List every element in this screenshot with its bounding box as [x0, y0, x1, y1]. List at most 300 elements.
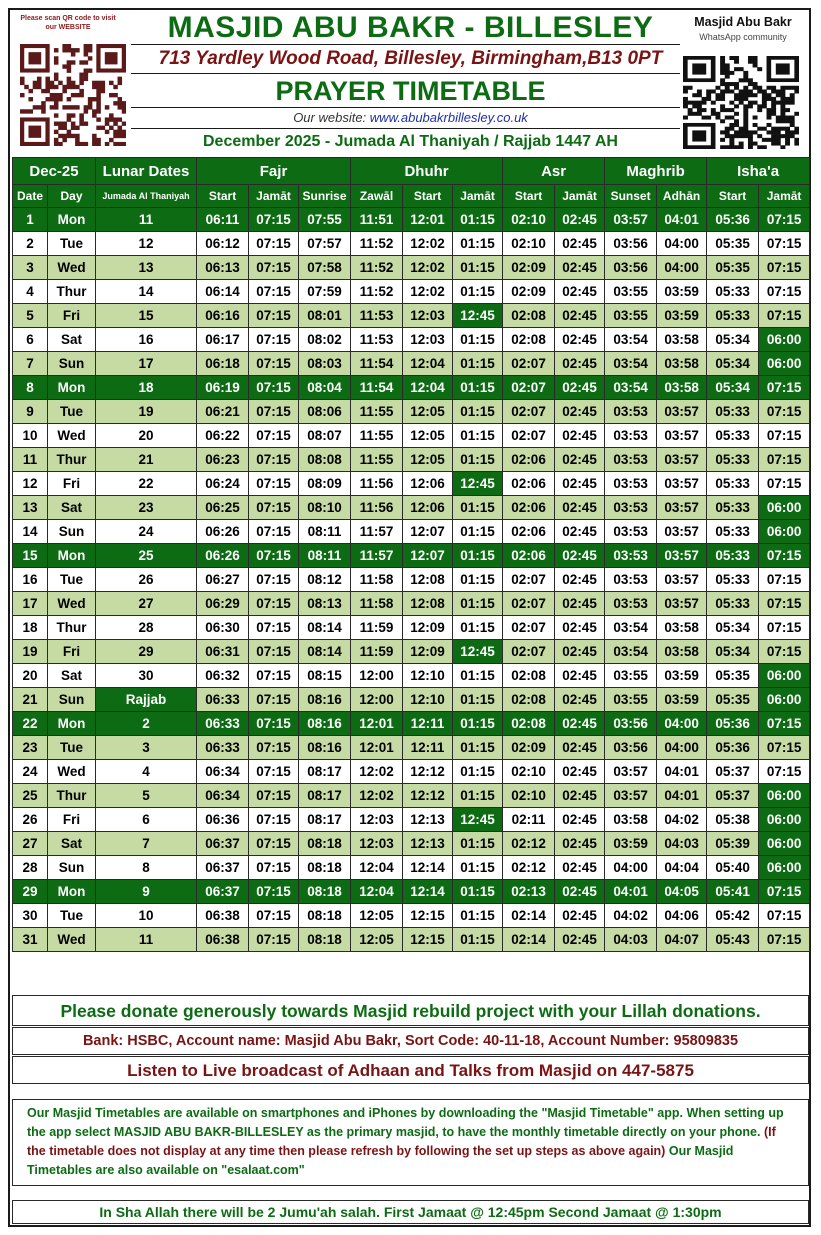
cell-day: Thur	[48, 784, 96, 808]
cell-fajr-jamat: 07:15	[249, 472, 299, 496]
cell-lunar-month: 23	[96, 496, 197, 520]
subheader-maghrib-adhan: Adhān	[657, 185, 707, 208]
website-line	[135, 110, 686, 125]
cell-date: 2	[13, 232, 48, 256]
cell-lunar-month: 27	[96, 592, 197, 616]
cell-lunar-month: 11	[96, 208, 197, 232]
cell-asr-jamat: 02:45	[555, 400, 605, 424]
cell-asr-start: 02:08	[503, 304, 555, 328]
cell-sunset: 03:56	[605, 712, 657, 736]
cell-zawal: 11:55	[351, 424, 403, 448]
app-info-text: Our Masjid Timetables are available on smartphones and iPhones by downloading the "Masjid Timetable" app. When setting up the app select MASJID ABU BAKR-BILLESLEY as the primary masjid, to have the monthly timetable directly on your phone.	[27, 1106, 784, 1139]
cell-zawal: 11:58	[351, 568, 403, 592]
cell-fajr-start: 06:37	[197, 856, 249, 880]
cell-lunar-month: 14	[96, 280, 197, 304]
cell-lunar-month: 29	[96, 640, 197, 664]
table-row	[13, 520, 810, 544]
cell-date: 13	[13, 496, 48, 520]
cell-day: Thur	[48, 280, 96, 304]
table-row	[13, 328, 810, 352]
cell-ishaa-start: 05:33	[707, 520, 759, 544]
cell-day: Wed	[48, 424, 96, 448]
cell-fajr-jamat: 07:15	[249, 520, 299, 544]
header-month: Dec-25	[13, 158, 96, 185]
cell-day: Sun	[48, 352, 96, 376]
cell-maghrib-adhan: 03:59	[657, 688, 707, 712]
cell-day: Sat	[48, 664, 96, 688]
cell-sunrise: 08:13	[299, 592, 351, 616]
cell-zawal: 12:00	[351, 664, 403, 688]
table-row	[13, 232, 810, 256]
cell-fajr-jamat: 07:15	[249, 616, 299, 640]
cell-date: 8	[13, 376, 48, 400]
cell-ishaa-jamat: 07:15	[759, 424, 810, 448]
cell-sunset: 03:53	[605, 496, 657, 520]
cell-ishaa-start: 05:36	[707, 208, 759, 232]
cell-ishaa-jamat: 06:00	[759, 520, 810, 544]
cell-date: 15	[13, 544, 48, 568]
cell-day: Tue	[48, 568, 96, 592]
cell-asr-jamat: 02:45	[555, 928, 605, 952]
cell-day: Sat	[48, 496, 96, 520]
whatsapp-subtitle: WhatsApp community	[699, 32, 787, 42]
cell-zawal: 11:57	[351, 520, 403, 544]
cell-sunset: 03:53	[605, 520, 657, 544]
cell-ishaa-start: 05:33	[707, 496, 759, 520]
cell-fajr-start: 06:19	[197, 376, 249, 400]
cell-ishaa-jamat: 07:15	[759, 736, 810, 760]
cell-date: 27	[13, 832, 48, 856]
cell-zawal: 11:55	[351, 448, 403, 472]
cell-dhuhr-start: 12:08	[403, 592, 453, 616]
cell-ishaa-start: 05:43	[707, 928, 759, 952]
cell-zawal: 11:54	[351, 352, 403, 376]
cell-fajr-start: 06:32	[197, 664, 249, 688]
cell-maghrib-adhan: 03:58	[657, 352, 707, 376]
cell-asr-jamat: 02:45	[555, 520, 605, 544]
table-row	[13, 664, 810, 688]
table-row	[13, 832, 810, 856]
cell-day: Sat	[48, 832, 96, 856]
cell-sunset: 03:54	[605, 328, 657, 352]
table-row	[13, 928, 810, 952]
cell-date: 16	[13, 568, 48, 592]
cell-day: Mon	[48, 208, 96, 232]
cell-sunset: 04:01	[605, 880, 657, 904]
cell-day: Tue	[48, 904, 96, 928]
cell-lunar-month: 5	[96, 784, 197, 808]
cell-date: 19	[13, 640, 48, 664]
cell-day: Wed	[48, 592, 96, 616]
subheader-sunrise: Sunrise	[299, 185, 351, 208]
cell-sunrise: 08:06	[299, 400, 351, 424]
cell-asr-start: 02:07	[503, 400, 555, 424]
cell-zawal: 12:02	[351, 760, 403, 784]
cell-ishaa-jamat: 06:00	[759, 496, 810, 520]
cell-ishaa-jamat: 07:15	[759, 256, 810, 280]
cell-ishaa-start: 05:40	[707, 856, 759, 880]
cell-date: 10	[13, 424, 48, 448]
cell-sunset: 04:00	[605, 856, 657, 880]
cell-fajr-jamat: 07:15	[249, 328, 299, 352]
cell-asr-jamat: 02:45	[555, 424, 605, 448]
cell-asr-start: 02:06	[503, 520, 555, 544]
cell-ishaa-start: 05:35	[707, 232, 759, 256]
cell-date: 17	[13, 592, 48, 616]
cell-date: 3	[13, 256, 48, 280]
cell-ishaa-start: 05:35	[707, 664, 759, 688]
cell-ishaa-start: 05:33	[707, 304, 759, 328]
cell-asr-start: 02:06	[503, 448, 555, 472]
cell-asr-jamat: 02:45	[555, 280, 605, 304]
cell-asr-start: 02:07	[503, 592, 555, 616]
cell-ishaa-jamat: 07:15	[759, 376, 810, 400]
cell-zawal: 12:03	[351, 832, 403, 856]
cell-ishaa-start: 05:36	[707, 712, 759, 736]
bank-details: Bank: HSBC, Account name: Masjid Abu Bakr, Sort Code: 40-11-18, Account Number: 95809835	[12, 1027, 809, 1055]
cell-asr-start: 02:12	[503, 856, 555, 880]
cell-asr-start: 02:10	[503, 784, 555, 808]
cell-maghrib-adhan: 04:01	[657, 208, 707, 232]
cell-date: 24	[13, 760, 48, 784]
cell-asr-jamat: 02:45	[555, 208, 605, 232]
table-row	[13, 496, 810, 520]
cell-day: Mon	[48, 712, 96, 736]
masjid-address: 713 Yardley Wood Road, Billesley, Birmingham,B13 0PT	[158, 48, 663, 69]
cell-fajr-jamat: 07:15	[249, 352, 299, 376]
cell-fajr-jamat: 07:15	[249, 688, 299, 712]
cell-maghrib-adhan: 04:06	[657, 904, 707, 928]
cell-fajr-jamat: 07:15	[249, 424, 299, 448]
cell-asr-jamat: 02:45	[555, 232, 605, 256]
cell-fajr-start: 06:33	[197, 736, 249, 760]
cell-dhuhr-jamat: 12:45	[453, 640, 503, 664]
cell-ishaa-start: 05:34	[707, 328, 759, 352]
cell-asr-start: 02:08	[503, 712, 555, 736]
cell-ishaa-start: 05:35	[707, 688, 759, 712]
table-row	[13, 472, 810, 496]
whatsapp-title: Masjid Abu Bakr	[694, 15, 792, 29]
cell-ishaa-jamat: 07:15	[759, 280, 810, 304]
table-row	[13, 880, 810, 904]
cell-ishaa-start: 05:37	[707, 760, 759, 784]
cell-lunar-month: 22	[96, 472, 197, 496]
cell-fajr-jamat: 07:15	[249, 664, 299, 688]
cell-lunar-month: 18	[96, 376, 197, 400]
cell-lunar-month: 15	[96, 304, 197, 328]
cell-dhuhr-start: 12:08	[403, 568, 453, 592]
cell-sunrise: 08:15	[299, 664, 351, 688]
table-row	[13, 616, 810, 640]
cell-ishaa-jamat: 07:15	[759, 232, 810, 256]
cell-dhuhr-start: 12:13	[403, 808, 453, 832]
cell-fajr-start: 06:37	[197, 832, 249, 856]
cell-dhuhr-start: 12:06	[403, 496, 453, 520]
cell-sunset: 03:57	[605, 760, 657, 784]
cell-fajr-start: 06:11	[197, 208, 249, 232]
cell-sunrise: 08:17	[299, 808, 351, 832]
cell-zawal: 12:01	[351, 736, 403, 760]
cell-sunrise: 08:17	[299, 760, 351, 784]
cell-lunar-month: 11	[96, 928, 197, 952]
cell-fajr-jamat: 07:15	[249, 568, 299, 592]
cell-sunset: 03:55	[605, 688, 657, 712]
cell-zawal: 11:55	[351, 400, 403, 424]
cell-asr-start: 02:09	[503, 736, 555, 760]
cell-dhuhr-start: 12:04	[403, 352, 453, 376]
cell-maghrib-adhan: 03:59	[657, 304, 707, 328]
cell-fajr-start: 06:17	[197, 328, 249, 352]
cell-asr-jamat: 02:45	[555, 688, 605, 712]
subheader-ishaa-start: Start	[707, 185, 759, 208]
cell-maghrib-adhan: 04:04	[657, 856, 707, 880]
cell-maghrib-adhan: 03:57	[657, 592, 707, 616]
cell-ishaa-start: 05:33	[707, 592, 759, 616]
cell-maghrib-adhan: 04:00	[657, 232, 707, 256]
table-row	[13, 352, 810, 376]
cell-fajr-start: 06:21	[197, 400, 249, 424]
cell-fajr-jamat: 07:15	[249, 832, 299, 856]
cell-day: Sun	[48, 856, 96, 880]
header-ishaa: Isha'a	[707, 158, 810, 185]
cell-date: 18	[13, 616, 48, 640]
qr-note: Please scan QR code to visit our WEBSITE	[20, 15, 116, 31]
cell-fajr-jamat: 07:15	[249, 856, 299, 880]
cell-asr-start: 02:07	[503, 376, 555, 400]
table-row	[13, 448, 810, 472]
cell-ishaa-start: 05:36	[707, 736, 759, 760]
cell-dhuhr-start: 12:10	[403, 688, 453, 712]
cell-fajr-jamat: 07:15	[249, 712, 299, 736]
cell-dhuhr-jamat: 01:15	[453, 688, 503, 712]
cell-fajr-start: 06:29	[197, 592, 249, 616]
cell-date: 5	[13, 304, 48, 328]
cell-sunset: 03:59	[605, 832, 657, 856]
cell-sunrise: 08:02	[299, 328, 351, 352]
cell-lunar-month: 2	[96, 712, 197, 736]
cell-asr-start: 02:10	[503, 208, 555, 232]
cell-lunar-month: 30	[96, 664, 197, 688]
cell-fajr-start: 06:33	[197, 688, 249, 712]
cell-fajr-start: 06:22	[197, 424, 249, 448]
cell-asr-start: 02:06	[503, 544, 555, 568]
cell-ishaa-start: 05:33	[707, 424, 759, 448]
cell-dhuhr-start: 12:03	[403, 304, 453, 328]
header-divider	[131, 128, 680, 129]
cell-maghrib-adhan: 04:00	[657, 256, 707, 280]
cell-dhuhr-start: 12:03	[403, 328, 453, 352]
cell-day: Wed	[48, 256, 96, 280]
cell-fajr-start: 06:34	[197, 784, 249, 808]
cell-asr-start: 02:08	[503, 688, 555, 712]
cell-dhuhr-start: 12:11	[403, 736, 453, 760]
cell-sunrise: 08:08	[299, 448, 351, 472]
cell-asr-start: 02:07	[503, 616, 555, 640]
cell-ishaa-jamat: 07:15	[759, 448, 810, 472]
cell-dhuhr-start: 12:11	[403, 712, 453, 736]
table-row	[13, 400, 810, 424]
cell-asr-start: 02:08	[503, 328, 555, 352]
cell-dhuhr-jamat: 01:15	[453, 712, 503, 736]
cell-sunset: 03:58	[605, 808, 657, 832]
cell-maghrib-adhan: 04:01	[657, 784, 707, 808]
cell-date: 23	[13, 736, 48, 760]
cell-fajr-start: 06:26	[197, 544, 249, 568]
cell-dhuhr-jamat: 01:15	[453, 856, 503, 880]
cell-fajr-jamat: 07:15	[249, 544, 299, 568]
cell-fajr-start: 06:18	[197, 352, 249, 376]
cell-dhuhr-jamat: 01:15	[453, 760, 503, 784]
header-fajr: Fajr	[197, 158, 351, 185]
cell-zawal: 11:59	[351, 640, 403, 664]
cell-sunrise: 07:58	[299, 256, 351, 280]
cell-sunrise: 08:12	[299, 568, 351, 592]
timetable-title: PRAYER TIMETABLE	[275, 76, 546, 106]
cell-ishaa-start: 05:33	[707, 400, 759, 424]
cell-maghrib-adhan: 03:58	[657, 328, 707, 352]
cell-fajr-jamat: 07:15	[249, 640, 299, 664]
cell-maghrib-adhan: 03:57	[657, 544, 707, 568]
cell-asr-start: 02:09	[503, 256, 555, 280]
cell-dhuhr-jamat: 01:15	[453, 664, 503, 688]
cell-ishaa-jamat: 07:15	[759, 880, 810, 904]
cell-asr-jamat: 02:45	[555, 712, 605, 736]
masjid-title: MASJID ABU BAKR - BILLESLEY	[167, 11, 654, 44]
cell-ishaa-start: 05:33	[707, 568, 759, 592]
cell-lunar-month: 3	[96, 736, 197, 760]
cell-asr-start: 02:11	[503, 808, 555, 832]
cell-ishaa-start: 05:41	[707, 880, 759, 904]
cell-asr-jamat: 02:45	[555, 376, 605, 400]
cell-sunset: 03:53	[605, 424, 657, 448]
cell-day: Tue	[48, 736, 96, 760]
cell-dhuhr-jamat: 01:15	[453, 400, 503, 424]
cell-maghrib-adhan: 04:00	[657, 712, 707, 736]
cell-fajr-start: 06:30	[197, 616, 249, 640]
cell-maghrib-adhan: 03:58	[657, 616, 707, 640]
cell-dhuhr-start: 12:14	[403, 856, 453, 880]
cell-dhuhr-jamat: 01:15	[453, 208, 503, 232]
cell-lunar-month: 8	[96, 856, 197, 880]
cell-fajr-start: 06:27	[197, 568, 249, 592]
cell-sunset: 03:54	[605, 376, 657, 400]
cell-zawal: 12:04	[351, 880, 403, 904]
cell-day: Fri	[48, 640, 96, 664]
subheader-asr-start: Start	[503, 185, 555, 208]
cell-asr-jamat: 02:45	[555, 784, 605, 808]
cell-ishaa-jamat: 07:15	[759, 640, 810, 664]
cell-sunrise: 08:10	[299, 496, 351, 520]
cell-lunar-month: 20	[96, 424, 197, 448]
cell-asr-jamat: 02:45	[555, 448, 605, 472]
cell-asr-start: 02:09	[503, 280, 555, 304]
cell-ishaa-jamat: 06:00	[759, 352, 810, 376]
cell-zawal: 12:02	[351, 784, 403, 808]
cell-fajr-jamat: 07:15	[249, 376, 299, 400]
cell-sunrise: 08:07	[299, 424, 351, 448]
app-info-end: Our Masjid Timetables are also available on "esalaat.com"	[27, 1144, 734, 1177]
cell-dhuhr-start: 12:10	[403, 664, 453, 688]
cell-date: 12	[13, 472, 48, 496]
cell-fajr-start: 06:13	[197, 256, 249, 280]
cell-maghrib-adhan: 03:57	[657, 448, 707, 472]
cell-date: 20	[13, 664, 48, 688]
cell-dhuhr-start: 12:06	[403, 472, 453, 496]
cell-zawal: 11:56	[351, 496, 403, 520]
cell-fajr-jamat: 07:15	[249, 448, 299, 472]
cell-lunar-month: 13	[96, 256, 197, 280]
cell-fajr-start: 06:12	[197, 232, 249, 256]
cell-zawal: 12:01	[351, 712, 403, 736]
cell-lunar-month: 6	[96, 808, 197, 832]
cell-ishaa-jamat: 07:15	[759, 568, 810, 592]
cell-day: Fri	[48, 472, 96, 496]
cell-sunset: 03:55	[605, 664, 657, 688]
website-qr-code[interactable]	[20, 44, 126, 146]
table-row	[13, 808, 810, 832]
cell-date: 11	[13, 448, 48, 472]
subheader-lunar-month: Jumada Al Thaniyah	[96, 185, 197, 208]
cell-sunset: 04:03	[605, 928, 657, 952]
cell-sunrise: 08:01	[299, 304, 351, 328]
cell-ishaa-jamat: 07:15	[759, 712, 810, 736]
cell-sunrise: 08:18	[299, 928, 351, 952]
cell-day: Sun	[48, 688, 96, 712]
website-label: Our website:	[293, 110, 367, 125]
cell-sunset: 03:53	[605, 400, 657, 424]
cell-date: 25	[13, 784, 48, 808]
cell-fajr-start: 06:23	[197, 448, 249, 472]
subheader-ishaa-jamat: Jamāt	[759, 185, 810, 208]
cell-fajr-start: 06:38	[197, 928, 249, 952]
cell-sunset: 03:53	[605, 544, 657, 568]
website-link[interactable]: www.abubakrbillesley.co.uk	[369, 110, 528, 125]
cell-fajr-jamat: 07:15	[249, 880, 299, 904]
table-row	[13, 592, 810, 616]
cell-sunrise: 07:55	[299, 208, 351, 232]
cell-day: Sat	[48, 328, 96, 352]
cell-day: Mon	[48, 376, 96, 400]
cell-ishaa-jamat: 07:15	[759, 616, 810, 640]
cell-fajr-jamat: 07:15	[249, 400, 299, 424]
cell-sunrise: 08:16	[299, 688, 351, 712]
cell-maghrib-adhan: 03:57	[657, 472, 707, 496]
cell-ishaa-jamat: 06:00	[759, 328, 810, 352]
cell-dhuhr-start: 12:07	[403, 544, 453, 568]
cell-day: Wed	[48, 928, 96, 952]
cell-asr-start: 02:07	[503, 424, 555, 448]
cell-asr-start: 02:13	[503, 880, 555, 904]
cell-ishaa-jamat: 06:00	[759, 784, 810, 808]
cell-asr-start: 02:08	[503, 664, 555, 688]
cell-dhuhr-jamat: 12:45	[453, 808, 503, 832]
cell-dhuhr-start: 12:09	[403, 616, 453, 640]
cell-dhuhr-start: 12:01	[403, 208, 453, 232]
cell-asr-jamat: 02:45	[555, 736, 605, 760]
cell-ishaa-jamat: 06:00	[759, 664, 810, 688]
cell-day: Wed	[48, 760, 96, 784]
cell-lunar-month: 28	[96, 616, 197, 640]
app-info-note: (If the timetable does not display at any time then please refresh by following the set up steps as above again)	[27, 1125, 776, 1158]
cell-lunar-month: 12	[96, 232, 197, 256]
cell-day: Fri	[48, 808, 96, 832]
cell-dhuhr-jamat: 01:15	[453, 256, 503, 280]
cell-maghrib-adhan: 03:57	[657, 400, 707, 424]
cell-maghrib-adhan: 03:57	[657, 496, 707, 520]
cell-day: Thur	[48, 448, 96, 472]
app-info	[12, 1099, 809, 1186]
cell-dhuhr-start: 12:15	[403, 904, 453, 928]
